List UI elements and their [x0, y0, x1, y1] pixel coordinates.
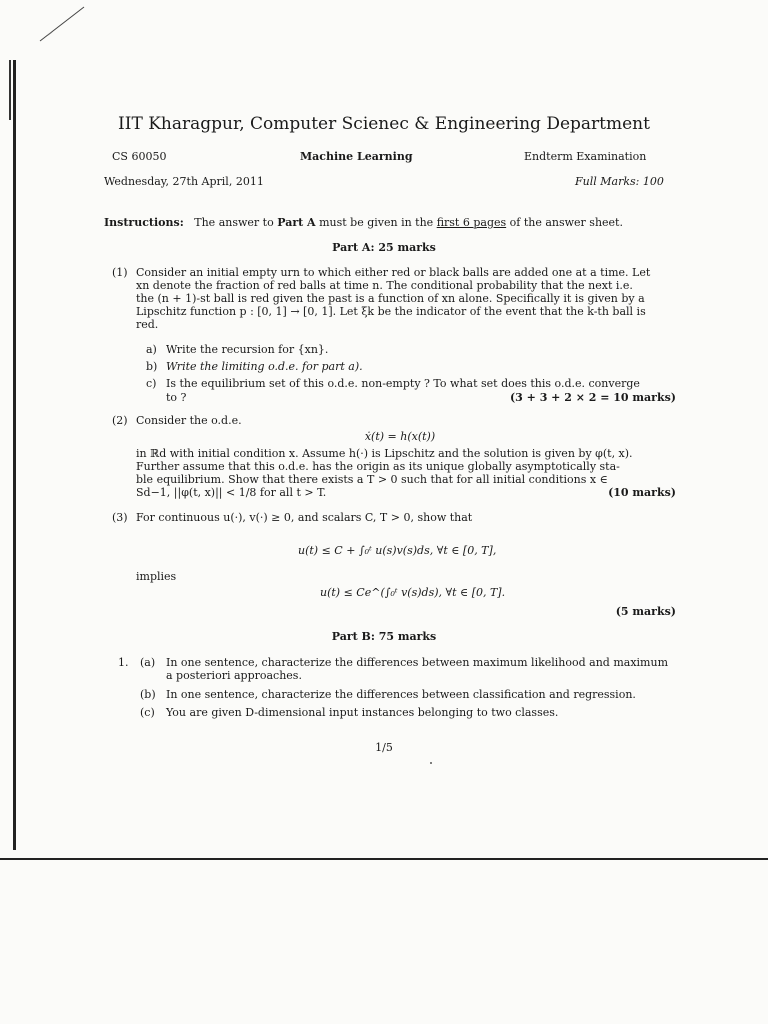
page-number: 1/5: [375, 741, 393, 754]
subpart-text: [166, 656, 668, 682]
page-bottom-edge: [0, 858, 768, 860]
instructions: [104, 216, 623, 229]
text-line: a posteriori approaches.: [166, 669, 302, 682]
instructions-text: must be given in the: [319, 216, 434, 229]
implies-text: implies: [136, 570, 177, 583]
full-marks-value: 100: [642, 175, 664, 188]
instructions-text: The answer to: [194, 216, 274, 229]
text-line: Lipschitz function p : [0, 1] → [0, 1]. Let ξk be the indicator of the event that the k-th ball is: [136, 305, 646, 318]
exam-date: Wednesday, 27th April, 2011: [104, 175, 264, 188]
text-line: xn denote the fraction of red balls at time n. The conditional probability that the next i.e.: [136, 279, 633, 292]
part-a-heading: Part A: 25 marks: [332, 241, 436, 254]
subpart-text: to ?: [166, 391, 187, 404]
course-code: CS 60050: [112, 150, 167, 163]
question-1-text: [136, 266, 676, 331]
full-marks-label: Full Marks:: [575, 175, 640, 188]
course-name: Machine Learning: [300, 150, 413, 163]
text-line: Consider an initial empty urn to which either red or black balls are added one at a time. Let: [136, 266, 651, 279]
subpart-label: (c): [140, 706, 155, 719]
subpart-text: You are given D-dimensional input instances belonging to two classes.: [166, 706, 559, 719]
scan-edge: [13, 60, 16, 850]
marks-label: (10 marks): [608, 486, 676, 499]
text-line: ble equilibrium. Show that there exists a T > 0 such that for all initial conditions x ∈: [136, 473, 608, 486]
question-3-intro: For continuous u(·), v(·) ≥ 0, and scalars C, T > 0, show that: [136, 511, 473, 524]
subpart-text: Write the limiting o.d.e. for part a).: [166, 360, 363, 373]
instructions-label: Instructions:: [104, 216, 184, 229]
instructions-underlined: first 6 pages: [436, 216, 507, 229]
question-number: (2): [112, 414, 128, 427]
subpart-label: a): [146, 343, 157, 356]
instructions-text: of the answer sheet.: [509, 216, 623, 229]
text-line: Further assume that this o.d.e. has the origin as its unique globally asymptotically sta-: [136, 460, 620, 473]
exam-type: Endterm Examination: [524, 150, 647, 163]
marks-label: (3 + 3 + 2 × 2 = 10 marks): [509, 391, 676, 404]
scan-speck: [430, 762, 432, 764]
text-line: red.: [136, 318, 159, 331]
full-marks: [575, 175, 664, 188]
text-line: In one sentence, characterize the differences between maximum likelihood and maximum: [166, 656, 668, 669]
subpart-text: Write the recursion for {xn}.: [166, 343, 329, 356]
question-number: (3): [112, 511, 128, 524]
equation: u(t) ≤ C + ∫₀ᵗ u(s)v(s)ds, ∀t ∈ [0, T],: [298, 544, 497, 557]
subpart-text: In one sentence, characterize the differences between classification and regression.: [166, 688, 636, 701]
subpart-label: (a): [140, 656, 156, 669]
subpart-text: Is the equilibrium set of this o.d.e. non-empty ? To what set does this o.d.e. converge: [166, 377, 640, 390]
subpart-label: (b): [140, 688, 156, 701]
part-b-heading: Part B: 75 marks: [331, 630, 437, 643]
page-title: IIT Kharagpur, Computer Scienec & Engineering Department: [118, 114, 650, 134]
equation: u(t) ≤ Ce^(∫₀ᵗ v(s)ds), ∀t ∈ [0, T].: [320, 586, 506, 599]
instructions-part: Part A: [277, 216, 316, 229]
question-2-intro: Consider the o.d.e.: [136, 414, 242, 427]
text-line: the (n + 1)-st ball is red given the past is a function of xn alone. Specifically it is given by a: [136, 292, 645, 305]
question-number: (1): [112, 266, 128, 279]
equation: ẋ(t) = h(x(t)): [364, 430, 436, 443]
subpart-label: b): [146, 360, 158, 373]
text-line: Sd−1, ||φ(t, x)|| < 1/8 for all t > T.: [136, 486, 327, 499]
pen-stroke-mark: [38, 5, 86, 43]
scan-edge: [9, 60, 11, 120]
text-line: in ℝd with initial condition x. Assume h(·) is Lipschitz and the solution is given by φ(t, x).: [136, 447, 633, 460]
marks-label: (5 marks): [615, 605, 676, 618]
question-number: 1.: [118, 656, 129, 669]
subpart-label: c): [146, 377, 157, 390]
